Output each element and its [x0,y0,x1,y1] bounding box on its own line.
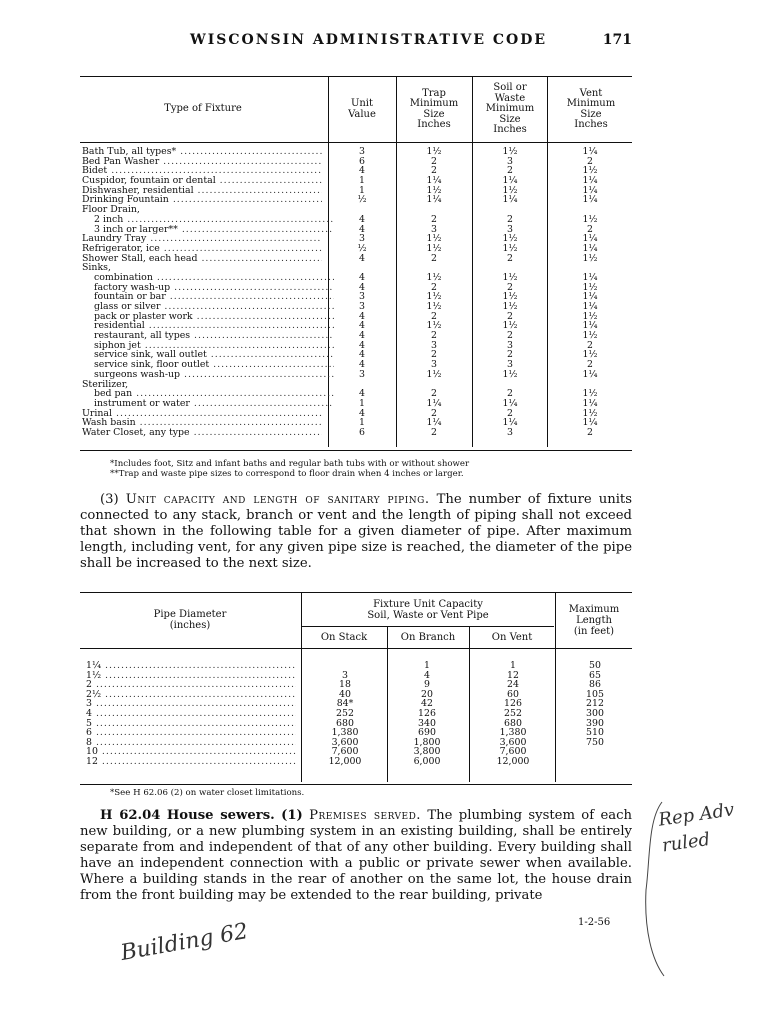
on-vent-value: 680 [504,717,522,729]
fixture-name: factory wash-up ..... [94,283,334,293]
on-branch-value: 340 [418,717,436,729]
table-row [80,234,632,244]
fixture-name: Urinal ..... [82,409,322,419]
trap-size: 1¼ [426,194,442,206]
unit-value: 1 [359,175,365,187]
fixture-name: Drinking Fountain ..... [82,195,322,205]
section-number: H 62.04 [100,808,161,823]
table-row [80,409,632,419]
table-row [80,176,632,186]
table-row [80,757,632,767]
vent-size: 2 [587,339,593,351]
soil-size: 3 [507,339,513,351]
pipe-diameter: 12 ..... [86,757,296,767]
soil-size: 1½ [502,184,518,196]
table-row [80,225,632,235]
soil-size: 2 [507,388,513,400]
max-length-value: 300 [586,707,604,719]
trap-size: 1½ [426,146,442,157]
subsection-number: (1) [281,808,303,823]
table-row [80,690,632,700]
col-header-group: Fixture Unit Capacity Soil, Waste or Vent Pipe [367,599,489,621]
fixture-name: Bidet ..... [82,166,322,176]
trap-size: 3 [431,359,437,371]
table-row [80,360,632,370]
vent-size: 1½ [582,165,598,177]
fixture-name: residential ..... [94,321,334,331]
on-branch-value: 42 [421,698,433,710]
fixture-name: Laundry Tray ..... [82,234,322,244]
margin-bracket [640,800,670,980]
unit-value: 3 [359,368,365,380]
fixture-table-header [80,77,632,143]
col-header-type: Type of Fixture [164,103,242,115]
unit-value: 3 [359,146,365,157]
unit-value: 4 [359,310,365,322]
fixture-name: Refrigerator, ice ..... [82,244,322,254]
vent-size: 2 [587,359,593,371]
fixture-name: Bath Tub, all types* ..... [82,147,322,157]
handwritten-signature: Building 62 [118,919,250,966]
soil-size: 1½ [502,368,518,380]
table-row [80,389,632,399]
unit-value: 4 [359,359,365,371]
fixture-table-notes [110,459,630,479]
fixture-name: 3 inch or larger** ..... [94,225,334,235]
vent-size: 1¼ [582,184,598,196]
table-row [80,418,632,428]
on-branch-value: 1,800 [413,736,441,748]
trap-size: 1½ [426,368,442,380]
col-header-vent: Vent Minimum Size Inches [566,87,616,130]
fixture-name: instrument or water ..... [94,399,334,409]
on-vent-value: 252 [504,707,522,719]
on-branch-value: 20 [421,688,433,700]
vent-size: 1¼ [582,146,598,157]
fixture-name: Sinks, [82,263,111,273]
unit-value: 4 [359,213,365,225]
trap-size: 2 [431,426,437,438]
paragraph-number: (3) [100,492,119,507]
soil-size: 1¼ [502,194,518,206]
pipe-diameter: 8 ..... [86,738,296,748]
table-bottom-rule [80,450,632,451]
table-row [80,302,632,312]
unit-value: ½ [357,194,367,206]
vent-size: 1½ [582,213,598,225]
col-header-unit: Unit Value [348,98,376,120]
on-stack-value: 12,000 [328,755,362,767]
soil-size: 1¼ [502,175,518,187]
col-header-trap: Trap Minimum Size Inches [409,87,459,130]
table-row [80,399,632,409]
pipe-diameter: 4 ..... [86,709,296,719]
vent-size: 1¼ [582,175,598,187]
table-row [80,205,632,215]
soil-size: 3 [507,426,513,438]
unit-value: ½ [357,242,367,254]
on-vent-value: 60 [507,688,519,700]
pipe-diameter: 3 ..... [86,699,296,709]
on-branch-value: 690 [418,727,436,739]
soil-size: 2 [507,165,513,177]
soil-size: 2 [507,349,513,361]
trap-size: 3 [431,339,437,351]
section-text: The plumbing system of each new building, or a new plumbing system in an existing building, shall be entirely separate from and independent of that of any other building. Every building shall have an independent connection with a public or private sewer when available. Where a building stands in the rear of another on the same lot, the house drain from the front building may be extended to the rear building, private [80,808,632,903]
table-row [80,370,632,380]
table-row [80,671,632,681]
col-header-vent: On Vent [491,631,533,643]
pipe-table-footnote: *See H 62.06 (2) on water closet limitations. [110,788,305,798]
trap-size: 2 [431,407,437,419]
vent-size: 2 [587,155,593,167]
pipe-table-body [80,649,632,767]
unit-value: 1 [359,417,365,429]
vent-size: 1½ [582,310,598,322]
on-vent-value: 1 [510,660,516,671]
fixture-name: Shower Stall, each head ..... [82,254,322,264]
unit-value: 4 [359,281,365,293]
vent-size: 1½ [582,281,598,293]
trap-size: 1¼ [426,175,442,187]
fixture-name: 2 inch ..... [94,215,334,225]
soil-size: 2 [507,281,513,293]
trap-size: 2 [431,281,437,293]
vent-size: 1½ [582,349,598,361]
trap-size: 2 [431,155,437,167]
unit-value: 4 [359,320,365,332]
col-header-max-length: Maximum Length (in feet) [568,603,620,637]
max-length-value: 510 [586,727,604,739]
pipe-diameter: 5 ..... [86,719,296,729]
trap-size: 1¼ [426,397,442,409]
section-h62-04 [80,808,632,904]
trap-size: 1½ [426,320,442,332]
col-header-branch: On Branch [400,631,456,643]
max-length-value: 50 [589,660,601,671]
on-branch-value: 1 [424,660,430,671]
pipe-capacity-table [80,592,632,767]
on-stack-value: 7,600 [331,746,359,758]
soil-size: 2 [507,330,513,342]
soil-size: 3 [507,155,513,167]
fixture-name: combination ..... [94,273,334,283]
trap-size: 1¼ [426,417,442,429]
handwritten-margin-note: Rep Adv ruled [657,799,736,857]
trap-size: 2 [431,310,437,322]
vent-size: 1¼ [582,194,598,206]
col-header-soil: Soil or Waste Minimum Size Inches [485,82,535,136]
vent-size: 1¼ [582,233,598,245]
table-row [80,380,632,390]
fixture-name: Water Closet, any type ..... [82,428,322,438]
max-length-value: 86 [589,679,601,691]
table-row [80,709,632,719]
max-length-value: 390 [586,717,604,729]
vent-size: 1¼ [582,291,598,303]
table-row [80,195,632,205]
section-title: House sewers. [166,808,275,823]
fixture-table-body [80,143,632,438]
table-row [80,341,632,351]
on-branch-value: 6,000 [413,755,441,767]
on-vent-value: 1,380 [499,727,527,739]
table-row [80,350,632,360]
header-title: WISCONSIN ADMINISTRATIVE CODE [190,32,548,48]
fixture-name: restaurant, all types ..... [94,331,334,341]
table-row [80,273,632,283]
group-rule [302,626,554,627]
table-row [80,186,632,196]
col-header-stack: On Stack [320,631,368,643]
footnote: *Includes foot, Sitz and infant baths and regular bath tubs with or without shower [110,459,470,469]
unit-value: 4 [359,349,365,361]
fixture-name: bed pan ..... [94,389,334,399]
vent-size: 1½ [582,407,598,419]
table-bottom-rule [80,784,632,785]
on-vent-value: 126 [504,698,522,710]
unit-value: 4 [359,271,365,283]
soil-size: 1½ [502,242,518,254]
soil-size: 2 [507,213,513,225]
table-row [80,699,632,709]
table-row [80,292,632,302]
trap-size: 1½ [426,291,442,303]
vent-size: 1¼ [582,397,598,409]
soil-size: 1½ [502,320,518,332]
on-vent-value: 12 [507,669,519,681]
trap-size: 1½ [426,233,442,245]
on-vent-value: 12,000 [496,755,530,767]
pipe-diameter: 6 ..... [86,728,296,738]
soil-size: 3 [507,223,513,235]
on-stack-value: 252 [336,707,354,719]
fixture-name: glass or silver ..... [94,302,334,312]
table-row [80,166,632,176]
on-branch-value: 9 [424,679,430,691]
unit-value: 6 [359,155,365,167]
pipe-diameter: 2½ ..... [86,690,296,700]
soil-size: 2 [507,310,513,322]
unit-value: 4 [359,223,365,235]
table-row [80,428,632,438]
table-row [80,263,632,273]
vent-size: 1½ [582,388,598,400]
fixture-name: Bed Pan Washer ..... [82,157,322,167]
on-branch-value: 126 [418,707,436,719]
vent-size: 2 [587,223,593,235]
vent-size: 1¼ [582,320,598,332]
footnote: **Trap and waste pipe sizes to correspond to floor drain when 4 inches or larger. [110,469,464,479]
soil-size: 1½ [502,291,518,303]
soil-size: 1½ [502,146,518,157]
on-stack-value: 84* [336,698,354,710]
soil-size: 1¼ [502,397,518,409]
unit-value: 4 [359,407,365,419]
unit-value: 4 [359,252,365,264]
fixture-name: Wash basin ..... [82,418,322,428]
trap-size: 2 [431,330,437,342]
subsection-heading: Premises served. [309,808,422,823]
unit-value: 4 [359,388,365,400]
pipe-diameter: 10 ..... [86,747,296,757]
table-row [80,283,632,293]
soil-size: 1½ [502,233,518,245]
trap-size: 1½ [426,271,442,283]
max-length-value: 105 [586,688,604,700]
on-stack-value: 40 [339,688,351,700]
unit-value: 3 [359,233,365,245]
pipe-diameter: 2 ..... [86,680,296,690]
trap-size: 2 [431,252,437,264]
vent-size: 1¼ [582,368,598,380]
on-branch-value: 3,800 [413,746,441,758]
running-header [80,32,632,54]
max-length-value: 750 [586,736,604,748]
table-row [80,312,632,322]
fixture-name: Dishwasher, residential ..... [82,186,322,196]
on-stack-value: 18 [339,679,351,691]
vent-size: 2 [587,426,593,438]
on-stack-value: 3 [342,669,348,681]
pipe-diameter: 1¼ ..... [86,661,296,671]
unit-value: 1 [359,184,365,196]
table-row [80,254,632,264]
soil-size: 1½ [502,301,518,312]
soil-size: 1½ [502,271,518,283]
table-row [80,157,632,167]
fixture-name: surgeons wash-up ..... [94,370,334,380]
paragraph-text: The number of fixture units connected to any stack, branch or vent and the length of piping shall not exceed that shown in the following table for a given diameter of pipe. After maximum length, including vent, for any given pipe size is reached, the diameter of the pipe shall be increased to the next size. [80,492,632,571]
trap-size: 2 [431,213,437,225]
trap-size: 1½ [426,184,442,196]
table-row [80,244,632,254]
trap-size: 2 [431,165,437,177]
paragraph-heading: Unit capacity and length of sanitary piping. [125,492,430,507]
soil-size: 3 [507,359,513,371]
unit-value: 4 [359,330,365,342]
vent-size: 1½ [582,252,598,264]
table-row [80,331,632,341]
vent-size: 1½ [582,330,598,342]
max-length-value: 212 [586,698,604,710]
fixture-name: pack or plaster work ..... [94,312,334,322]
on-stack-value: 1,380 [331,727,359,739]
on-vent-value: 3,600 [499,736,527,748]
unit-value: 3 [359,291,365,303]
unit-value: 1 [359,397,365,409]
fixture-name: siphon jet ..... [94,341,334,351]
max-length-value: 65 [589,669,601,681]
trap-size: 2 [431,349,437,361]
table-row [80,147,632,157]
unit-value: 3 [359,301,365,312]
fixture-name: service sink, floor outlet ..... [94,360,334,370]
page-number: 171 [602,32,632,48]
unit-value: 4 [359,339,365,351]
vent-size: 1¼ [582,271,598,283]
pipe-table-header [80,592,632,649]
fixture-name: fountain or bar ..... [94,292,334,302]
fixture-name: service sink, wall outlet ..... [94,350,334,360]
trap-size: 2 [431,388,437,400]
paragraph-3 [80,492,632,572]
fixture-name: Cuspidor, fountain or dental ..... [82,176,322,186]
date-stamp: 1-2-56 [578,917,611,928]
pipe-diameter: 1½ ..... [86,671,296,681]
col-header-diameter: Pipe Diameter (inches) [153,609,227,631]
on-branch-value: 4 [424,669,430,681]
fixture-table [80,77,632,438]
vent-size: 1¼ [582,417,598,429]
fixture-name: Floor Drain, [82,205,140,215]
fixture-name: Sterilizer, [82,379,129,390]
trap-size: 1½ [426,301,442,312]
unit-value: 6 [359,426,365,438]
on-stack-value: 680 [336,717,354,729]
table-row [80,680,632,690]
table-row [80,215,632,225]
soil-size: 2 [507,407,513,419]
unit-value: 4 [359,165,365,177]
table-row [80,661,632,671]
soil-size: 1¼ [502,417,518,429]
trap-size: 3 [431,223,437,235]
vent-size: 1¼ [582,301,598,312]
table-row [80,321,632,331]
on-stack-value: 3,600 [331,736,359,748]
on-vent-value: 24 [507,679,519,691]
on-vent-value: 7,600 [499,746,527,758]
vent-size: 1¼ [582,242,598,254]
trap-size: 1½ [426,242,442,254]
soil-size: 2 [507,252,513,264]
